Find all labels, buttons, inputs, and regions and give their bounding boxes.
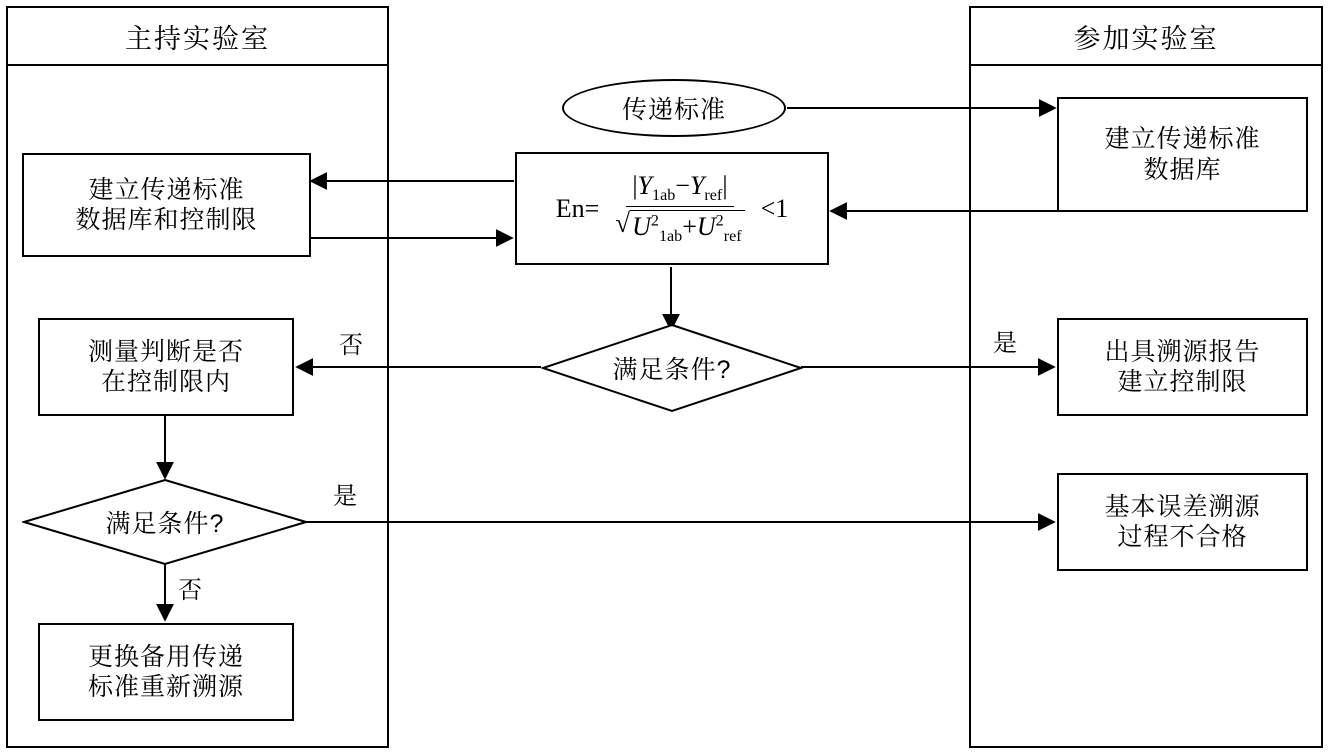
node-traceability-failed[interactable] — [1057, 473, 1308, 571]
decision-top-shape — [541, 323, 803, 413]
lane-participant-lab-title: 参加实验室 — [971, 8, 1321, 66]
node-host-database-line1: 建立传递标准 — [88, 175, 245, 204]
en-formula-lhs: En= — [555, 193, 600, 223]
decision-bottom-shape — [22, 478, 308, 566]
node-transfer-standard-label: 传递标准 — [621, 96, 726, 124]
node-participant-database-line2: 数据库 — [1143, 155, 1222, 184]
node-traceability-report[interactable] — [1057, 318, 1308, 416]
node-traceability-failed-line2: 过程不合格 — [1117, 523, 1248, 551]
node-transfer-standard[interactable] — [562, 79, 786, 137]
en-formula-denominator: √ $U^2_{1ab}+U^2_{ref}$ — [609, 207, 750, 246]
node-traceability-report-line2: 建立控制限 — [1117, 368, 1248, 396]
node-participant-database[interactable] — [1057, 97, 1308, 212]
node-measure-judgement[interactable] — [38, 318, 294, 416]
en-formula-expression — [556, 171, 789, 246]
node-decision-top[interactable] — [541, 323, 803, 413]
node-decision-bottom[interactable] — [22, 478, 308, 566]
node-decision-bottom-label: 满足条件? — [105, 510, 225, 538]
en-formula-fraction — [609, 171, 750, 246]
edge-label-yes-top: 是 — [993, 330, 1018, 357]
node-replace-standard-line2: 标准重新溯源 — [87, 673, 244, 701]
node-traceability-report-line1: 出具溯源报告 — [1104, 337, 1261, 366]
edge-label-no-bottom: 否 — [178, 577, 203, 604]
node-decision-top-label: 满足条件? — [612, 356, 732, 384]
node-host-database-line2: 数据库和控制限 — [75, 206, 258, 234]
lane-host-lab-title: 主持实验室 — [8, 8, 387, 66]
node-traceability-failed-line1: 基本误差溯源 — [1104, 492, 1261, 521]
node-replace-standard[interactable] — [38, 623, 294, 721]
edge-label-yes-bottom: 是 — [333, 483, 358, 510]
node-participant-database-line1: 建立传递标准 — [1104, 125, 1261, 153]
en-formula-comparator: <1 — [760, 193, 789, 223]
node-measure-judgement-line2: 在控制限内 — [100, 368, 231, 396]
edge-label-no-top: 否 — [339, 332, 364, 359]
node-replace-standard-line1: 更换备用传递 — [87, 642, 244, 671]
en-formula-numerator: $|Y_{1ab}-Y_{ref}|$ — [626, 171, 733, 207]
node-host-database[interactable] — [22, 153, 311, 257]
node-en-formula[interactable] — [515, 152, 829, 265]
node-measure-judgement-line1: 测量判断是否 — [87, 337, 244, 366]
